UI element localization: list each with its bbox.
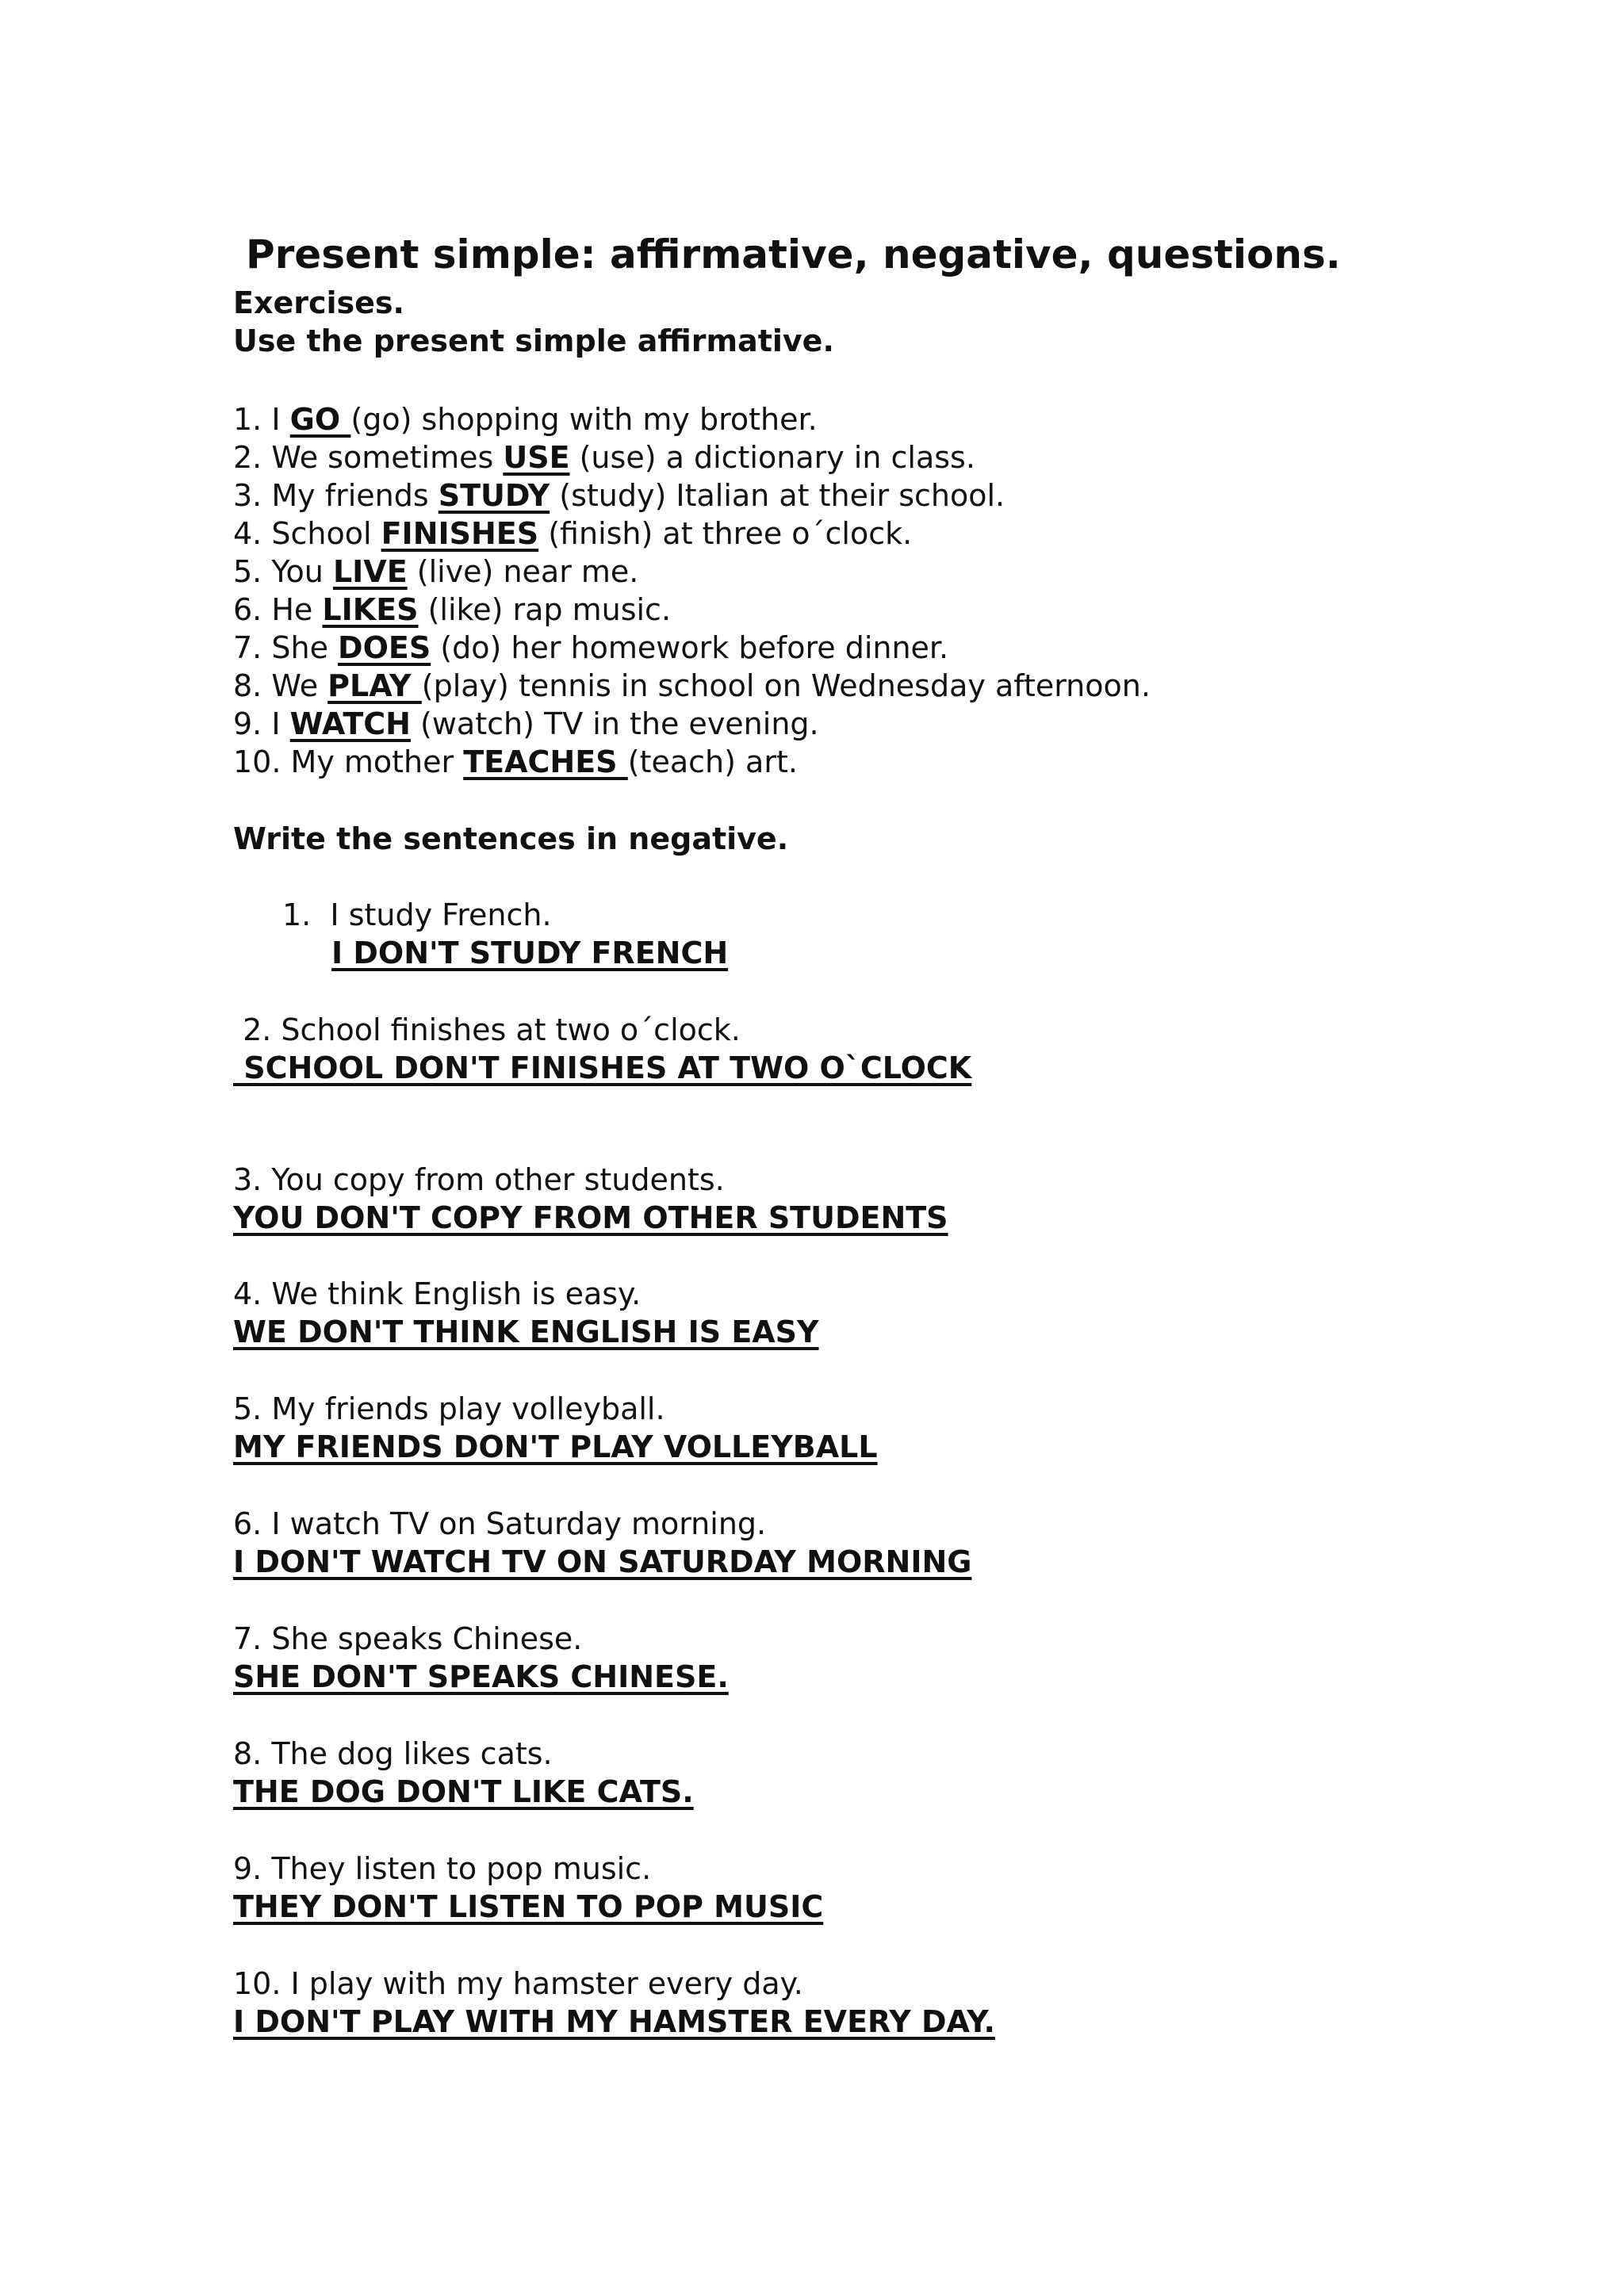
item-text-before: She (271, 630, 339, 665)
affirmative-item (233, 667, 1151, 705)
negative-item-prompt: 10. I play with my hamster every day. (233, 1966, 803, 2001)
item-text-before: I (271, 706, 290, 741)
item-answer: TEACHES (463, 744, 628, 779)
spacer (262, 592, 271, 627)
item-number: 7. (233, 630, 262, 665)
spacer (262, 668, 271, 703)
spacer (262, 554, 271, 589)
negative-item-answer: SCHOOL DON'T FINISHES AT TWO O`CLOCK (233, 1050, 972, 1085)
item-text-after: (watch) TV in the evening. (410, 706, 819, 741)
item-number: 8. (233, 668, 262, 703)
negative-item-prompt: 3. You copy from other students. (233, 1162, 725, 1197)
affirmative-item (233, 476, 1005, 515)
section2-instruction: Write the sentences in negative. (233, 821, 789, 856)
item-number: 1. (233, 402, 262, 437)
negative-item-prompt: 6. I watch TV on Saturday morning. (233, 1506, 767, 1541)
negative-item-answer: I DON'T PLAY WITH MY HAMSTER EVERY DAY. (233, 2004, 995, 2039)
negative-item-answer: THEY DON'T LISTEN TO POP MUSIC (233, 1889, 824, 1924)
item-text-before: I (271, 402, 290, 437)
item-number: 3. (233, 478, 262, 513)
spacer (262, 440, 271, 475)
item-number: 4. (233, 516, 262, 551)
item-number: 2. (233, 440, 262, 475)
affirmative-item (233, 400, 818, 438)
item-answer: FINISHES (381, 516, 539, 551)
affirmative-item (233, 515, 912, 553)
negative-item-answer: I DON'T WATCH TV ON SATURDAY MORNING (233, 1544, 972, 1579)
item-number: 6. (233, 592, 262, 627)
item-text-after: (study) Italian at their school. (550, 478, 1005, 513)
item-answer: DOES (338, 630, 431, 665)
section1-instruction: Use the present simple affirmative. (233, 323, 834, 358)
item-text-after: (finish) at three o´clock. (538, 516, 913, 551)
spacer (262, 516, 271, 551)
spacer (262, 706, 271, 741)
item-answer: LIVE (332, 554, 408, 589)
negative-item-answer: MY FRIENDS DON'T PLAY VOLLEYBALL (233, 1429, 878, 1464)
item-text-before: We (271, 668, 328, 703)
item-text-after: (do) her homework before dinner. (431, 630, 949, 665)
item-text-after: (go) shopping with my brother. (350, 402, 818, 437)
negative-item-prompt: 1. I study French. (282, 897, 552, 932)
negative-item-answer: THE DOG DON'T LIKE CATS. (233, 1774, 694, 1809)
item-answer: PLAY (327, 668, 422, 703)
item-text-before: We sometimes (271, 440, 504, 475)
negative-item-answer: I DON'T STUDY FRENCH (331, 936, 729, 970)
item-text-after: (like) rap music. (418, 592, 672, 627)
negative-item-prompt: 7. She speaks Chinese. (233, 1621, 583, 1656)
affirmative-item (233, 629, 948, 667)
item-text-before: My mother (290, 744, 464, 779)
negative-item-prompt: 5. My friends play volleyball. (233, 1391, 665, 1426)
negative-item-answer: YOU DON'T COPY FROM OTHER STUDENTS (233, 1200, 948, 1235)
affirmative-item (233, 591, 671, 629)
item-number: 5. (233, 554, 262, 589)
item-answer: LIKES (322, 592, 419, 627)
item-text-before: School (271, 516, 381, 551)
spacer (262, 630, 271, 665)
item-answer: WATCH (289, 706, 411, 741)
item-text-after: (live) near me. (407, 554, 639, 589)
spacer (281, 744, 290, 779)
affirmative-item (233, 438, 975, 476)
negative-item-prompt: 2. School finishes at two o´clock. (233, 1012, 741, 1047)
negative-item-prompt: 8. The dog likes cats. (233, 1736, 553, 1771)
negative-item-answer: SHE DON'T SPEAKS CHINESE. (233, 1659, 729, 1694)
negative-item-prompt: 4. We think English is easy. (233, 1276, 642, 1311)
item-answer: GO (289, 402, 351, 437)
item-text-after: (use) a dictionary in class. (569, 440, 975, 475)
item-text-before: You (271, 554, 333, 589)
affirmative-item (233, 705, 819, 743)
page-title: Present simple: affirmative, negative, questions. (246, 232, 1341, 277)
item-answer: STUDY (438, 478, 550, 513)
item-text-before: He (271, 592, 323, 627)
negative-item-prompt: 9. They listen to pop music. (233, 1851, 652, 1886)
negative-item-answer: WE DON'T THINK ENGLISH IS EASY (233, 1314, 819, 1349)
item-answer: USE (503, 440, 570, 475)
item-text-after: (play) tennis in school on Wednesday afternoon. (421, 668, 1151, 703)
exercises-heading: Exercises. (233, 285, 404, 320)
item-text-before: My friends (271, 478, 439, 513)
item-number: 10. (233, 744, 282, 779)
spacer (262, 478, 271, 513)
affirmative-item (233, 743, 798, 781)
item-text-after: (teach) art. (627, 744, 798, 779)
affirmative-item (233, 553, 638, 591)
spacer (262, 402, 271, 437)
item-number: 9. (233, 706, 262, 741)
